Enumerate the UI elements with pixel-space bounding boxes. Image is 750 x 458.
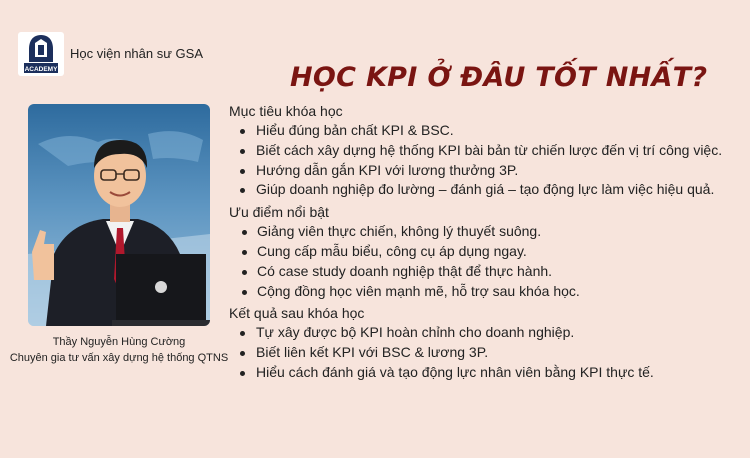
- academy-logo: [18, 32, 64, 76]
- section-heading: Kết quả sau khóa học: [229, 305, 365, 322]
- list-item: Biết liên kết KPI với BSC & lương 3P.: [229, 343, 744, 363]
- section-outcomes: [229, 304, 744, 382]
- list-item: Hướng dẫn gắn KPI với lương thưởng 3P.: [229, 161, 744, 181]
- brand-name: Học viện nhân sư GSA: [70, 46, 203, 61]
- list-item: Hiểu cách đánh giá và tạo động lực nhân viên bằng KPI thực tế.: [229, 363, 744, 383]
- list-item: Giảng viên thực chiến, không lý thuyết suông.: [229, 222, 744, 242]
- section-heading: Ưu điểm nổi bật: [229, 204, 329, 221]
- list-item: Cung cấp mẫu biểu, công cụ áp dụng ngay.: [229, 242, 744, 262]
- instructor-role: Chuyên gia tư vấn xây dựng hệ thống QTNS: [9, 352, 229, 364]
- instructor-photo: [28, 104, 210, 326]
- list-item: Cộng đồng học viên mạnh mẽ, hỗ trợ sau khóa học.: [229, 282, 744, 302]
- logo-text: ACADEMY: [24, 66, 58, 73]
- section-objectives: [229, 102, 744, 200]
- list-item: Có case study doanh nghiệp thật để thực hành.: [229, 262, 744, 282]
- list-item: Hiểu đúng bản chất KPI & BSC.: [229, 121, 744, 141]
- academy-logo-icon: [18, 32, 64, 76]
- page-title: HỌC KPI Ở ĐÂU TỐT NHẤT?: [290, 62, 708, 93]
- instructor-name: Thầy Nguyễn Hùng Cường: [52, 336, 186, 348]
- list-item: Tự xây được bộ KPI hoàn chỉnh cho doanh nghiệp.: [229, 323, 744, 343]
- list-item: Giúp doanh nghiệp đo lường – đánh giá – tạo động lực làm việc hiệu quả.: [229, 180, 744, 200]
- list-item: Biết cách xây dựng hệ thống KPI bài bản từ chiến lược đến vị trí công việc.: [229, 141, 744, 161]
- course-content: [229, 102, 744, 386]
- section-highlights: [229, 203, 744, 301]
- section-heading: Mục tiêu khóa học: [229, 103, 343, 119]
